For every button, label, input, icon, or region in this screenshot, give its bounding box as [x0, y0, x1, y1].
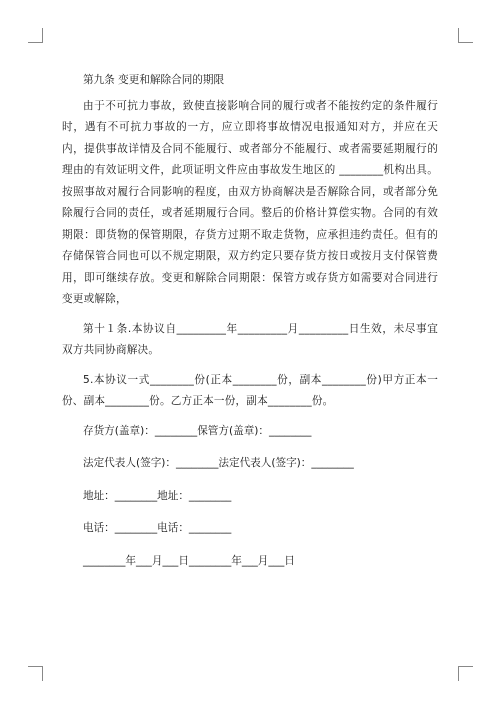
- page-corner-mark-bottom-left: [28, 666, 43, 681]
- section-heading: 第九条 变更和解除合同的期限: [83, 74, 225, 86]
- paragraph-gap: [62, 362, 438, 370]
- page-corner-mark-top-left: [28, 28, 43, 43]
- signature-representative-line: 法定代表人(签字)：________法定代表人(签字)：________: [83, 457, 354, 469]
- signature-phone-line: 电话：________电话：________: [83, 522, 232, 534]
- signature-date-line: ________年___月___日________年___月___日: [83, 554, 295, 567]
- page-corner-mark-bottom-right: [458, 666, 473, 681]
- clause-eleven-effective-date: 第十１条.本协议自_________年_________月_________日生效，未尽事宜双方共同协商解决。: [62, 322, 438, 356]
- page-corner-mark-top-right: [458, 28, 473, 43]
- paragraph-gap: [62, 413, 438, 421]
- signature-seal-line: 存货方(盖章)：________保管方(盖章)：________: [83, 424, 312, 437]
- signature-address-line: 地址：________地址：________: [83, 489, 232, 502]
- document-page: [62, 70, 438, 572]
- paragraph-gap: [62, 311, 438, 319]
- paragraph-force-majeure: 由于不可抗力事故，致使直接影响合同的履行或者不能按约定的条件履行时，遇有不可抗力事故的一方，应立即将事故情况电报通知对方，并应在天内，提供事故详情及合同不能履行、或者部分不能履行、或者需要延期履行的理由的有效证明文件，此项证明文件应由事故发生地区的 ________机构出具。按照事故对履行合同影响的程度，由双方协商解决是否解除合同，或者部分免除履行合同的责任，或者延期履行合同。整后的价格计算偿实物。合同的有效期限：即货物的保管期限，存货方过期不取走货物，应承担违约责任。但有的存储保管合同也可以不规定期限，双方约定只要存货方按日或按月支付保管费用，即可继续存放。变更和解除合同期限：保管方或存货方如需要对合同进行变更或解除，: [62, 99, 438, 305]
- clause-five-copies: 5.本协议一式________份(正本________份，副本________份)甲方正本一份、副本________份。乙方正本一份，副本________份。: [62, 373, 438, 407]
